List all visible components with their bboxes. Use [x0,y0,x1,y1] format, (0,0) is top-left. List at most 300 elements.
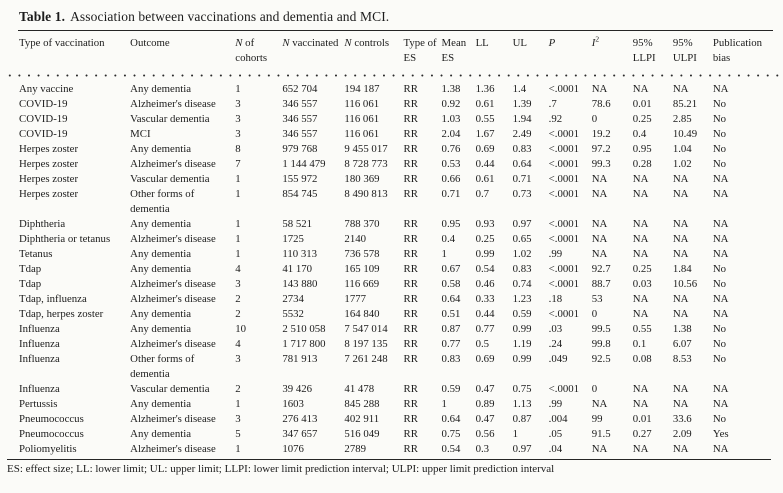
table-cell-vaccination: Pneumococcus [19,428,84,440]
table-cell-outcome: Alzheimer's disease [130,413,216,425]
column-header-type_of_es: Type of ES [403,37,437,64]
table-cell-llpi_95: 0.4 [632,128,647,140]
table-cell-ll: 1.67 [475,128,495,140]
table-cell-vaccination: COVID-19 [19,98,68,110]
table-title [19,9,773,25]
table-cell-mean_es: 0.92 [441,98,461,110]
table-cell-llpi_95: 0.08 [632,353,652,365]
table-cell-mean_es: 0.64 [441,413,461,425]
table-cell-i2: 99 [591,413,603,425]
table-cell-publication_bias: No [712,338,727,350]
table-cell-vaccination: Tdap [19,278,42,290]
table-cell-p: .24 [548,338,563,350]
table-cell-n_controls: 402 911 [344,413,380,425]
table-cell-p: <.0001 [548,383,580,395]
table-cell-llpi_95: NA [632,443,649,455]
table-cell-i2: 19.2 [591,128,611,140]
column-header-publication_bias: Publication bias [712,37,763,64]
table-row [19,187,765,217]
table-cell-i2: NA [591,248,608,260]
table-cell-n_vaccinated: 276 413 [282,413,318,425]
table-cell-llpi_95: 0.55 [632,323,652,335]
table-row [19,232,765,247]
table-cell-ulpi_95: 1.02 [672,158,692,170]
table-cell-n_controls: 736 578 [344,248,380,260]
table-cell-n_controls: 8 728 773 [344,158,388,170]
table-cell-ul: 1.4 [512,83,527,95]
table-cell-type_of_es: RR [403,323,418,335]
table-cell-type_of_es: RR [403,128,418,140]
results-table-header [19,31,765,70]
table-cell-vaccination: Herpes zoster [19,173,79,185]
table-cell-ll: 0.44 [475,308,495,320]
table-cell-n_cohorts: 1 [235,443,241,455]
table-cell-i2: 92.5 [591,353,611,365]
table-cell-n_cohorts: 5 [235,428,241,440]
table-cell-ulpi_95: 8.53 [672,353,692,365]
table-cell-i2: 97.2 [591,143,611,155]
table-cell-ulpi_95: NA [672,443,689,455]
table-cell-i2: 88.7 [591,278,611,290]
table-cell-publication_bias: No [712,278,727,290]
table-cell-n_controls: 7 261 248 [344,353,388,365]
column-header-p [549,31,592,70]
table-footnote: ES: effect size; LL: lower limit; UL: upper limit; LLPI: lower limit prediction interval; ULPI: upper limit prediction interval [7,463,555,475]
header-text-part: controls [351,37,390,49]
table-cell-type_of_es: RR [403,278,418,290]
table-cell-outcome: Other forms of dementia [130,188,195,215]
table-cell-ul: 1.19 [512,338,532,350]
table-cell-i2: 99.5 [591,323,611,335]
table-cell-outcome: Alzheimer's disease [130,338,216,350]
table-cell-p: <.0001 [548,308,580,320]
table-cell-publication_bias: No [712,323,727,335]
table-cell-vaccination: Tdap [19,263,42,275]
header-text-part: N [235,37,243,49]
table-cell-llpi_95: NA [632,173,649,185]
table-cell-n_vaccinated: 2 510 058 [282,323,326,335]
table-cell-n_vaccinated: 979 768 [282,143,318,155]
paper-table-figure [0,9,783,493]
table-cell-n_cohorts: 1 [235,398,241,410]
table-cell-n_cohorts: 3 [235,98,241,110]
table-cell-llpi_95: NA [632,293,649,305]
table-cell-vaccination: Herpes zoster [19,188,79,200]
table-cell-p: <.0001 [548,263,580,275]
column-header-llpi_95: 95% LLPI [632,37,656,64]
table-cell-publication_bias: No [712,263,727,275]
table-cell-p: <.0001 [548,128,580,140]
table-cell-llpi_95: 0.95 [632,143,652,155]
table-cell-llpi_95: 0.01 [632,413,652,425]
table-cell-n_controls: 116 061 [344,113,380,125]
header-text-part: N [344,37,352,49]
table-body [19,82,765,457]
table-cell-publication_bias: NA [712,383,729,395]
table-cell-mean_es: 0.83 [441,353,461,365]
table-cell-outcome: Any dementia [130,308,192,320]
table-cell-vaccination: Any vaccine [19,83,74,95]
table-cell-type_of_es: RR [403,83,418,95]
table-cell-type_of_es: RR [403,188,418,200]
bottom-rule [7,459,771,460]
column-header-ll: LL [475,37,489,49]
table-cell-ulpi_95: NA [672,398,689,410]
table-cell-vaccination: Influenza [19,323,60,335]
table-cell-p: <.0001 [548,278,580,290]
table-cell-mean_es: 0.66 [441,173,461,185]
table-cell-mean_es: 2.04 [441,128,461,140]
table-cell-n_controls: 1777 [344,293,367,305]
table-cell-i2: NA [591,188,608,200]
column-header-n_controls [344,31,403,70]
table-cell-type_of_es: RR [403,248,418,260]
table-cell-llpi_95: 0.25 [632,113,652,125]
table-cell-publication_bias: No [712,143,727,155]
table-cell-outcome: Any dementia [130,143,192,155]
column-header-n_cohorts [235,31,282,70]
table-cell-i2: NA [591,83,608,95]
table-cell-ll: 0.55 [475,113,495,125]
table-cell-i2: 91.5 [591,428,611,440]
table-row [19,307,765,322]
table-cell-ul: 0.83 [512,143,532,155]
table-cell-mean_es: 0.87 [441,323,461,335]
table-cell-ul: 0.74 [512,278,532,290]
table-cell-mean_es: 0.53 [441,158,461,170]
table-cell-outcome: MCI [130,128,151,140]
table-cell-publication_bias: NA [712,248,729,260]
table-cell-n_controls: 2789 [344,443,367,455]
table-cell-mean_es: 0.71 [441,188,461,200]
table-cell-type_of_es: RR [403,353,418,365]
table-cell-ll: 0.56 [475,428,495,440]
table-cell-n_cohorts: 3 [235,113,241,125]
table-cell-i2: NA [591,398,608,410]
table-cell-type_of_es: RR [403,383,418,395]
table-cell-mean_es: 0.64 [441,293,461,305]
table-cell-n_vaccinated: 1 717 800 [282,338,326,350]
table-cell-publication_bias: NA [712,308,729,320]
table-cell-llpi_95: NA [632,83,649,95]
table-cell-vaccination: COVID-19 [19,128,68,140]
table-cell-n_cohorts: 2 [235,383,241,395]
table-cell-n_vaccinated: 781 913 [282,353,318,365]
table-cell-n_controls: 516 049 [344,428,380,440]
table-cell-ll: 0.77 [475,323,495,335]
table-cell-n_vaccinated: 41 170 [282,263,313,275]
table-cell-n_cohorts: 3 [235,413,241,425]
table-cell-outcome: Any dementia [130,323,192,335]
table-cell-n_cohorts: 1 [235,233,241,245]
table-title-text: Association between vaccinations and dementia and MCI. [70,9,390,24]
table-cell-n_cohorts: 1 [235,83,241,95]
table-cell-vaccination: Tdap, herpes zoster [19,308,104,320]
table-cell-type_of_es: RR [403,293,418,305]
table-cell-llpi_95: NA [632,398,649,410]
table-cell-ul: 0.99 [512,323,532,335]
table-cell-llpi_95: NA [632,248,649,260]
table-cell-ll: 0.33 [475,293,495,305]
table-row [19,157,765,172]
table-cell-ul: 1 [512,428,519,440]
table-cell-llpi_95: NA [632,188,649,200]
table-cell-ulpi_95: 1.04 [672,143,692,155]
table-row [19,142,765,157]
table-cell-type_of_es: RR [403,143,418,155]
table-cell-p: <.0001 [548,218,580,230]
table-cell-n_vaccinated: 2734 [282,293,304,305]
table-cell-ll: 0.89 [475,398,495,410]
table-cell-ll: 0.47 [475,383,495,395]
column-header-outcome: Outcome [130,37,170,49]
table-cell-ul: 0.87 [512,413,532,425]
table-row [19,322,765,337]
table-cell-p: .92 [548,113,563,125]
table-cell-i2: 92.7 [591,263,611,275]
table-cell-p: <.0001 [548,173,580,185]
table-cell-type_of_es: RR [403,218,418,230]
table-row [19,82,765,97]
table-cell-n_vaccinated: 1 144 479 [282,158,326,170]
table-cell-n_controls: 194 187 [344,83,380,95]
table-cell-n_vaccinated: 854 745 [282,188,318,200]
table-cell-mean_es: 0.77 [441,338,461,350]
table-cell-ulpi_95: NA [672,308,689,320]
table-cell-i2: 53 [591,293,603,305]
table-cell-p: .7 [548,98,557,110]
table-row [19,247,765,262]
header-text-part: N [282,37,290,49]
table-cell-vaccination: Poliomyelitis [19,443,77,455]
table-cell-p: .03 [548,323,563,335]
table-cell-n_vaccinated: 143 880 [282,278,318,290]
table-cell-publication_bias: NA [712,83,729,95]
table-cell-outcome: Alzheimer's disease [130,233,216,245]
table-cell-ul: 0.73 [512,188,532,200]
table-cell-ul: 1.13 [512,398,532,410]
table-cell-outcome: Other forms of dementia [130,353,195,380]
table-row [19,442,765,457]
table-row [19,337,765,352]
table-cell-n_vaccinated: 1603 [282,398,304,410]
table-cell-llpi_95: NA [632,218,649,230]
column-header-n_vaccinated [282,31,344,70]
table-cell-mean_es: 0.67 [441,263,461,275]
table-cell-n_vaccinated: 346 557 [282,128,318,140]
table-cell-ul: 1.39 [512,98,532,110]
table-cell-mean_es: 1 [441,398,447,410]
table-cell-ll: 0.54 [475,263,495,275]
table-row [19,352,765,382]
table-cell-ulpi_95: 2.85 [672,113,692,125]
table-cell-publication_bias: NA [712,398,729,410]
table-cell-n_vaccinated: 347 657 [282,428,318,440]
table-cell-vaccination: Diphtheria or tetanus [19,233,111,245]
table-cell-n_vaccinated: 1076 [282,443,304,455]
table-cell-type_of_es: RR [403,98,418,110]
table-cell-p: .04 [548,443,563,455]
table-cell-outcome: Any dementia [130,263,192,275]
table-cell-outcome: Vascular dementia [130,383,210,395]
table-cell-ll: 0.69 [475,143,495,155]
table-cell-publication_bias: No [712,158,727,170]
table-row [19,112,765,127]
table-cell-ulpi_95: 6.07 [672,338,692,350]
table-cell-p: .99 [548,398,563,410]
table-cell-n_cohorts: 2 [235,308,241,320]
table-cell-ulpi_95: NA [672,173,689,185]
table-cell-n_vaccinated: 1725 [282,233,304,245]
table-cell-n_controls: 165 109 [344,263,380,275]
table-cell-publication_bias: No [712,113,727,125]
table-cell-vaccination: Tdap, influenza [19,293,87,305]
table-row [19,397,765,412]
table-cell-outcome: Any dementia [130,218,192,230]
table-cell-publication_bias: Yes [712,428,729,440]
table-cell-p: .18 [548,293,563,305]
table-cell-ll: 0.25 [475,233,495,245]
table-cell-outcome: Alzheimer's disease [130,98,216,110]
table-cell-n_controls: 116 669 [344,278,380,290]
table-cell-n_controls: 180 369 [344,173,380,185]
table-cell-vaccination: Diphtheria [19,218,66,230]
table-cell-ulpi_95: 85.21 [672,98,698,110]
table-cell-n_cohorts: 3 [235,278,241,290]
column-header-mean_es: Mean ES [441,37,467,64]
table-row [19,277,765,292]
table-cell-ulpi_95: 10.56 [672,278,698,290]
table-cell-n_controls: 788 370 [344,218,380,230]
table-cell-i2: 99.8 [591,338,611,350]
table-cell-type_of_es: RR [403,233,418,245]
table-cell-i2: 0 [591,308,598,320]
column-header-ulpi_95: 95% ULPI [672,37,697,64]
table-cell-ulpi_95: NA [672,83,689,95]
table-cell-vaccination: Herpes zoster [19,158,79,170]
table-cell-ll: 0.69 [475,353,495,365]
table-cell-ulpi_95: NA [672,218,689,230]
column-header-ul: UL [512,37,528,49]
table-cell-type_of_es: RR [403,443,418,455]
table-cell-type_of_es: RR [403,398,418,410]
table-cell-type_of_es: RR [403,308,418,320]
table-cell-llpi_95: 0.28 [632,158,652,170]
table-cell-mean_es: 0.95 [441,218,461,230]
table-cell-n_cohorts: 1 [235,188,241,200]
table-cell-ulpi_95: 1.84 [672,263,692,275]
table-cell-llpi_95: NA [632,308,649,320]
table-cell-n_cohorts: 1 [235,248,241,260]
table-cell-outcome: Alzheimer's disease [130,278,216,290]
table-cell-n_vaccinated: 5532 [282,308,304,320]
dotted-separator [5,74,781,77]
table-cell-vaccination: Pertussis [19,398,58,410]
table-cell-ul: 0.64 [512,158,532,170]
header-text-part: I [591,37,596,49]
table-cell-publication_bias: NA [712,293,729,305]
table-cell-publication_bias: NA [712,173,729,185]
header-text-part: 2 [595,34,600,44]
table-cell-i2: NA [591,233,608,245]
table-cell-publication_bias: NA [712,188,729,200]
table-cell-ulpi_95: NA [672,233,689,245]
table-cell-ulpi_95: NA [672,383,689,395]
table-cell-p: .004 [548,413,568,425]
table-cell-llpi_95: 0.25 [632,263,652,275]
table-cell-ul: 1.02 [512,248,532,260]
table-cell-ulpi_95: 2.09 [672,428,692,440]
table-cell-ll: 0.47 [475,413,495,425]
table-cell-llpi_95: 0.01 [632,98,652,110]
table-cell-n_controls: 2140 [344,233,367,245]
results-table [19,82,765,457]
table-cell-p: <.0001 [548,143,580,155]
table-cell-n_cohorts: 3 [235,128,241,140]
header-text-part: vaccinated [289,37,339,49]
table-cell-publication_bias: No [712,413,727,425]
table-cell-ul: 0.71 [512,173,532,185]
table-cell-n_controls: 116 061 [344,98,380,110]
table-cell-mean_es: 0.59 [441,383,461,395]
table-cell-n_controls: 116 061 [344,128,380,140]
table-cell-vaccination: Herpes zoster [19,143,79,155]
table-cell-i2: NA [591,443,608,455]
table-cell-ulpi_95: 10.49 [672,128,698,140]
table-cell-mean_es: 0.54 [441,443,461,455]
table-cell-ul: 1.23 [512,293,532,305]
table-cell-p: .049 [548,353,568,365]
table-cell-type_of_es: RR [403,158,418,170]
table-cell-vaccination: Influenza [19,353,60,365]
table-cell-n_cohorts: 3 [235,353,241,365]
table-cell-ul: 0.59 [512,308,532,320]
table-cell-ll: 0.5 [475,338,490,350]
table-cell-mean_es: 0.76 [441,143,461,155]
header-text-part: of cohorts [235,37,268,64]
table-cell-mean_es: 1.03 [441,113,461,125]
table-row [19,172,765,187]
table-cell-n_vaccinated: 110 313 [282,248,318,260]
table-cell-llpi_95: 0.27 [632,428,652,440]
table-cell-vaccination: Influenza [19,338,60,350]
table-cell-llpi_95: 0.1 [632,338,647,350]
table-cell-vaccination: Tetanus [19,248,53,260]
header-text-part: P [548,37,556,49]
table-cell-ll: 0.46 [475,278,495,290]
table-cell-publication_bias: No [712,98,727,110]
table-cell-p: <.0001 [548,188,580,200]
table-cell-i2: NA [591,218,608,230]
table-cell-ulpi_95: NA [672,293,689,305]
table-cell-n_cohorts: 4 [235,263,241,275]
table-cell-ll: 0.99 [475,248,495,260]
table-cell-n_vaccinated: 155 972 [282,173,318,185]
table-cell-type_of_es: RR [403,338,418,350]
table-cell-ll: 0.93 [475,218,495,230]
table-cell-i2: 0 [591,113,598,125]
table-cell-type_of_es: RR [403,428,418,440]
table-cell-outcome: Any dementia [130,248,192,260]
table-cell-mean_es: 0.51 [441,308,461,320]
table-cell-mean_es: 1.38 [441,83,461,95]
table-cell-n_controls: 7 547 014 [344,323,388,335]
table-cell-mean_es: 0.75 [441,428,461,440]
table-cell-i2: 78.6 [591,98,611,110]
table-cell-p: .99 [548,248,563,260]
table-cell-ll: 0.61 [475,98,495,110]
table-cell-n_vaccinated: 58 521 [282,218,313,230]
